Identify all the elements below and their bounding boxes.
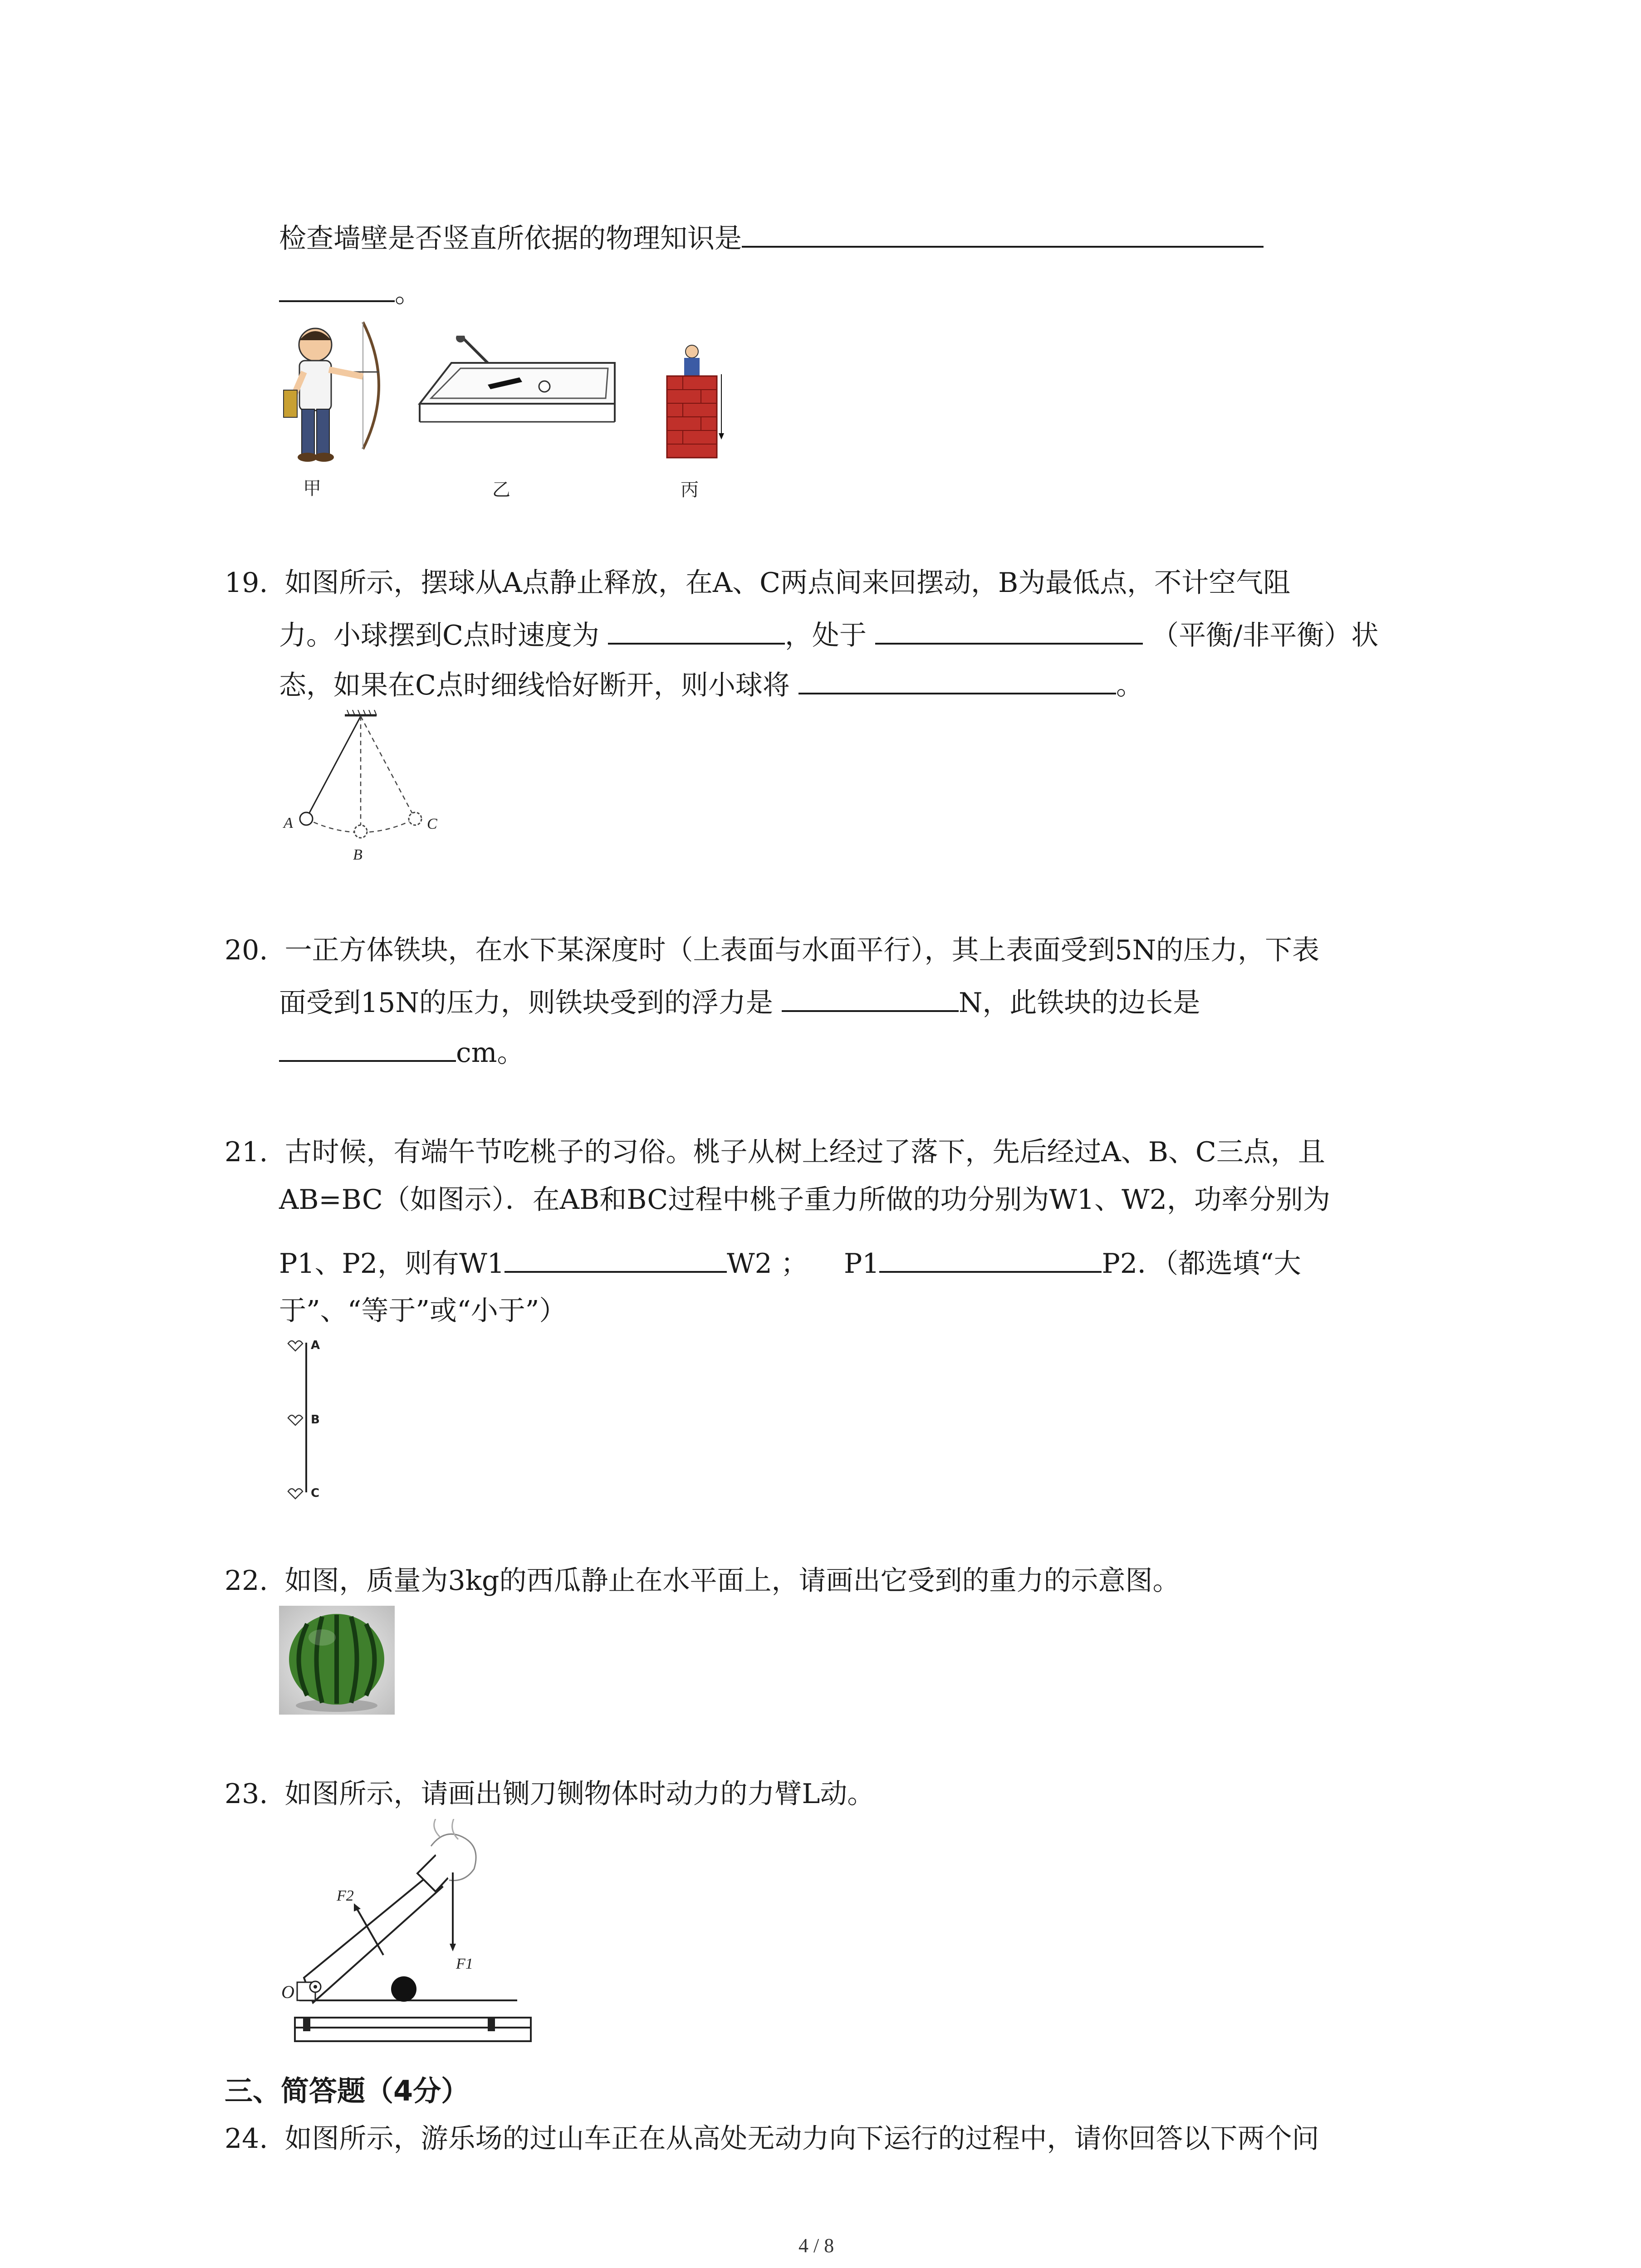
q19-text-1: 如图所示，摆球从A点静止释放，在A、C两点间来回摆动，B为最低点，不计空气阻 <box>284 567 1291 599</box>
q20-line-3 <box>279 1032 524 1071</box>
q24-line-1 <box>225 2121 1319 2157</box>
pivot-label-o: O <box>281 1982 294 2002</box>
q21-blank-work[interactable] <box>505 1243 727 1273</box>
q21-blank-power[interactable] <box>879 1243 1102 1273</box>
q18-blank-1[interactable] <box>742 218 1264 248</box>
q21-text-3a: P1、P2，则有W1 <box>279 1248 505 1280</box>
q21-text-2: AB=BC（如图示）．在AB和BC过程中桃子重力所做的功分别为W1、W2，功率分别为 <box>279 1184 1331 1216</box>
q19-text-2c: （平衡/非平衡）状 <box>1151 620 1379 651</box>
q23-number: 23. <box>225 1778 268 1810</box>
q20-blank-buoyancy[interactable] <box>782 982 959 1012</box>
q21-text-3b: W2 ； <box>726 1248 808 1280</box>
q24-number: 24. <box>225 2123 268 2155</box>
q18-line <box>279 218 1264 257</box>
archer-figure <box>272 313 390 467</box>
peach-label-a: A <box>311 1339 320 1352</box>
q20-text-1: 一正方体铁块，在水下某深度时（上表面与水面平行），其上表面受到5N的压力，下表 <box>284 934 1320 966</box>
page-number: 4 / 8 <box>798 2234 834 2257</box>
q21-line-1 <box>225 1134 1325 1170</box>
section-title: 三、简答题（4分） <box>225 2074 470 2107</box>
q21-text-1: 古时候，有端午节吃桃子的习俗。桃子从树上经过了落下，先后经过A、B、C三点，且 <box>284 1136 1325 1168</box>
caption-bing: 丙 <box>681 479 699 500</box>
pendulum-figure <box>274 710 456 869</box>
q21-text-3d: P2．（都选填“大 <box>1102 1248 1301 1280</box>
q19-text-3a: 态，如果在C点时细线恰好断开，则小球将 <box>279 670 790 701</box>
q19-blank-speed[interactable] <box>608 615 785 645</box>
q21-line-4 <box>279 1293 566 1329</box>
q22-line-1 <box>225 1563 1180 1599</box>
q18-text: 检查墙壁是否竖直所依据的物理知识是 <box>279 223 742 254</box>
q21-text-3c: P1 <box>843 1248 880 1280</box>
q19-text-2a: 力。小球摆到C点时速度为 <box>279 620 599 651</box>
q20-text-2b: N，此铁块的边长是 <box>958 987 1200 1019</box>
q21-number: 21. <box>225 1136 268 1168</box>
billiard-figure <box>415 336 619 449</box>
q18-blank-2[interactable] <box>279 272 395 302</box>
q22-text: 如图，质量为3kg的西瓜静止在水平面上，请画出它受到的重力的示意图。 <box>284 1565 1180 1597</box>
q20-line-1 <box>225 932 1319 968</box>
peach-label-c: C <box>311 1486 320 1500</box>
caption-yi: 乙 <box>492 479 510 500</box>
q19-text-2b: ，处于 <box>785 620 867 651</box>
q19-line-3 <box>279 665 1143 704</box>
watermelon-image <box>279 1606 395 1715</box>
q21-line-3 <box>279 1243 1301 1282</box>
q18-line-2 <box>279 272 422 311</box>
force-label-f2: F2 <box>337 1887 354 1904</box>
q19-blank-motion[interactable] <box>798 665 1116 694</box>
peach-label-b: B <box>311 1413 320 1427</box>
q20-text-3: cm。 <box>456 1037 524 1069</box>
q20-text-2a: 面受到15N的压力，则铁块受到的浮力是 <box>279 987 773 1019</box>
pendulum-label-a: A <box>284 815 293 831</box>
pendulum-label-c: C <box>427 816 437 832</box>
q19-line-2 <box>279 615 1378 654</box>
pendulum-label-b: B <box>353 846 362 863</box>
q19-blank-state[interactable] <box>875 615 1143 645</box>
wall-figure <box>653 342 730 460</box>
q20-blank-edge[interactable] <box>279 1032 456 1062</box>
peach-drop-figure <box>279 1334 352 1506</box>
q19-line-1 <box>225 565 1290 601</box>
q23-text: 如图所示，请画出铡刀铡物体时动力的力臂L动。 <box>284 1778 875 1810</box>
q20-number: 20. <box>225 934 268 966</box>
q20-line-2 <box>279 982 1200 1021</box>
q19-text-3b: 。 <box>1116 670 1143 701</box>
q19-number: 19. <box>225 567 268 599</box>
q24-text: 如图所示，游乐场的过山车正在从高处无动力向下运行的过程中，请你回答以下两个问 <box>284 2123 1319 2155</box>
q18-end: 。 <box>395 277 422 309</box>
caption-jia: 甲 <box>303 478 321 499</box>
q21-line-2 <box>279 1182 1330 1218</box>
force-label-f1: F1 <box>456 1955 473 1972</box>
q21-text-4: 于”、“等于”或“小于”） <box>279 1295 567 1327</box>
q22-number: 22. <box>225 1565 268 1597</box>
q23-line-1 <box>225 1776 874 1812</box>
guillotine-figure <box>281 1819 535 2055</box>
